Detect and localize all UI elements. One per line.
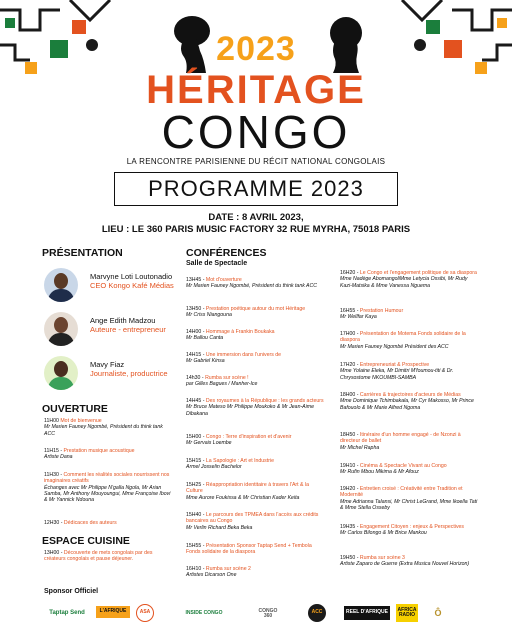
item-title: Entrepreneuriat & Prospective bbox=[359, 362, 430, 368]
item-speakers: Mr Verlin Richard Beka Beka bbox=[186, 524, 253, 531]
avatar bbox=[44, 356, 78, 390]
item-speakers: Mr Gervais Loembe bbox=[186, 440, 232, 447]
item-speakers: Mr Wellfar Kaya bbox=[340, 314, 377, 321]
conferences-heading: CONFÉRENCES bbox=[186, 247, 267, 259]
item-time: 16H55 - bbox=[340, 308, 359, 314]
schedule-item bbox=[340, 432, 480, 451]
item-title: Engagement Citoyen : enjeux & Perspectives bbox=[359, 524, 465, 530]
presenter-name: Mavy Fiaz bbox=[90, 360, 125, 369]
item-title: Découverte de mets congolais par des créateurs congolais et pause déjeuner. bbox=[44, 550, 153, 563]
item-speakers: Mme Dominique Tchimbakala, Mr Cyr Makosso, Mr Prince Bafouolo & Mr Marie Alfred Ngoma bbox=[340, 398, 474, 411]
item-title: Entretien croisé : Créativité entre Tradition et Modernité bbox=[340, 486, 463, 499]
item-time: 18H50 - bbox=[340, 432, 359, 438]
item-speakers: Mr Marien Fauney Ngombé, Président du think tank ACC bbox=[44, 424, 163, 437]
sponsor-logo: AFRICA RADIO bbox=[396, 604, 418, 622]
sponsor-logo: REEL D'AFRIQUE bbox=[344, 606, 390, 620]
schedule-item bbox=[186, 482, 326, 501]
item-title: Mot de bienvenue bbox=[60, 418, 102, 424]
item-title: Prestation poétique autour du mot Héritage bbox=[205, 306, 306, 312]
item-title: Réappropriation identitaire à travers l'Art & la Culture bbox=[186, 482, 309, 495]
avatar bbox=[44, 312, 78, 346]
espace-cuisine-heading: ESPACE CUISINE bbox=[42, 535, 130, 547]
item-time: 11H15 - bbox=[44, 448, 63, 454]
item-title: Rumba sur scène ! bbox=[205, 375, 249, 381]
presenter-role: Auteure - entrepreneur bbox=[90, 325, 166, 334]
ouverture-heading: OUVERTURE bbox=[42, 403, 108, 415]
schedule-item bbox=[186, 543, 326, 556]
schedule-item bbox=[340, 270, 480, 289]
schedule-item bbox=[340, 331, 480, 350]
item-title: Congo : Terre d'inspiration et d'avenir bbox=[205, 434, 292, 440]
item-speakers: Mr Marien Fauney Ngombé Président des ACC bbox=[340, 343, 449, 350]
item-speakers: Échanges avec Mr Philippe N'galla Ngola, Mr Arian Samba, Mr Anthony Mouyoungui, Mme Françoise Ibovi & Mr Yannick Ndouna bbox=[44, 484, 171, 504]
item-time: 17H20 - bbox=[340, 362, 359, 368]
title-heritage: HÉRITAGE bbox=[146, 68, 366, 112]
schedule-item bbox=[340, 555, 480, 568]
item-time: 19H35 - bbox=[340, 524, 359, 530]
schedule-item bbox=[340, 308, 480, 321]
item-title: Itinéraire d'un homme engagé - de Nzonzi à directeur de ballet bbox=[340, 432, 461, 445]
item-speakers: Mr Carlos Bilongo & Mr Brice Mankou bbox=[340, 530, 427, 537]
item-time: 17H00 - bbox=[340, 331, 359, 337]
item-speakers: Artiste Zaparo de Guerre (Extra Musica Nouvel Horizon) bbox=[340, 561, 470, 568]
presenter-role: Journaliste, productrice bbox=[90, 369, 168, 378]
item-speakers: Mr Marien Fauney Ngombé, Président du think tank ACC bbox=[186, 283, 317, 290]
item-title: Prestation musique acoustique bbox=[63, 448, 135, 454]
item-speakers: Mme Nadège AbomangoliMme Letycia Ossibi, Mr Rudy Kazi-Matsika & Mme Vanessa Nguema bbox=[340, 276, 468, 289]
sponsor-logo: Ô bbox=[434, 608, 442, 619]
sponsor-logos bbox=[44, 600, 474, 630]
item-time: 15H40 - bbox=[186, 512, 205, 518]
title-congo: CONGO bbox=[161, 106, 351, 158]
item-title: Carrières & trajectoires d'acteurs de Médias bbox=[359, 392, 461, 398]
schedule-item bbox=[186, 352, 326, 365]
presenter-name: Marvyne Loti Loutonadio bbox=[90, 272, 173, 281]
item-time: 13H50 - bbox=[186, 306, 205, 312]
item-time: 11H00 bbox=[44, 418, 59, 424]
item-speakers: Mr Rufin Mbou Mikima & Mr Afouz bbox=[340, 469, 419, 476]
sponsor-logo: INSIDE CONGO bbox=[185, 610, 223, 617]
schedule-item bbox=[186, 306, 326, 319]
item-time: 14H45 - bbox=[186, 398, 205, 404]
schedule-item bbox=[186, 458, 326, 471]
item-title: Cinéma & Spectacle Vivant au Congo bbox=[359, 463, 447, 469]
programme-banner bbox=[114, 172, 398, 206]
schedule-item bbox=[340, 486, 480, 511]
item-speakers: par Gilles Bagues / Manher-Ice bbox=[186, 381, 258, 388]
sponsor-logo: CONGO 360 bbox=[258, 607, 278, 619]
item-title: Hommage à Frankin Boukaka bbox=[205, 329, 275, 335]
schedule-item bbox=[186, 434, 326, 447]
item-time: 14H00 - bbox=[186, 329, 205, 335]
item-title: Le parcours des TPMEA dans l'accès aux crédits bancaires au Congo bbox=[186, 512, 319, 525]
item-time: 15H55 - bbox=[186, 543, 205, 549]
conferences-subtitle: Salle de Spectacle bbox=[186, 260, 248, 267]
sponsor-logo: Taptap Send bbox=[49, 610, 85, 617]
item-title: Rumba sur scène 3 bbox=[359, 555, 405, 561]
presentation-heading: PRÉSENTATION bbox=[42, 247, 123, 259]
item-time: 15H15 - bbox=[186, 458, 205, 464]
item-time: 15H00 - bbox=[186, 434, 205, 440]
sponsor-logo: ACC bbox=[308, 604, 326, 622]
schedule-item bbox=[186, 375, 326, 388]
programme-title: PROGRAMME 2023 bbox=[148, 176, 364, 201]
presenter-card bbox=[44, 268, 184, 306]
item-speakers: Artiste Dana bbox=[44, 454, 73, 461]
item-time: 19H50 - bbox=[340, 555, 359, 561]
item-time: 19H10 - bbox=[340, 463, 359, 469]
presenter-role: CEO Kongo Kafé Médias bbox=[90, 281, 174, 290]
item-speakers: Mr Michel Rapha bbox=[340, 444, 380, 451]
item-speakers: Mr Gabriel Kinsa bbox=[186, 358, 225, 365]
presenter-card bbox=[44, 356, 184, 394]
item-speakers: Armel Josselin Bachelor bbox=[186, 464, 242, 471]
item-title: Le Congo et l'engagement politique de sa diaspora bbox=[359, 270, 477, 276]
item-title: Une immersion dans l'univers de bbox=[205, 352, 282, 358]
item-time: 11H30 - bbox=[44, 472, 63, 478]
item-speakers: Mr Ballou Canta bbox=[186, 335, 224, 342]
schedule-item bbox=[340, 392, 480, 411]
item-time: 13H00 - bbox=[44, 550, 63, 556]
schedule-item bbox=[186, 277, 326, 290]
item-title: Présentation Sponsor Taptap Send + Tembola Fonds solidaire de la diaspora bbox=[186, 543, 312, 556]
schedule-item bbox=[44, 550, 174, 563]
item-title: Dédicaces des auteurs bbox=[63, 520, 117, 526]
tagline: LA RENCONTRE PARISIENNE DU RÉCIT NATIONAL CONGOLAIS bbox=[126, 157, 386, 166]
item-title: Présentation de Motema Fonds solidaire de la diaspora bbox=[340, 331, 466, 344]
item-speakers: Mr Criss Niangouna bbox=[186, 312, 232, 319]
event-location: LIEU : LE 360 PARIS MUSIC FACTORY 32 RUE MYRHA, 75018 PARIS bbox=[101, 224, 411, 235]
schedule-item bbox=[186, 329, 326, 342]
schedule-item bbox=[340, 524, 480, 537]
schedule-item bbox=[44, 448, 174, 461]
item-time: 16H10 - bbox=[186, 566, 205, 572]
event-year: 2023 bbox=[216, 30, 296, 68]
schedule-item bbox=[44, 520, 174, 526]
schedule-item bbox=[44, 418, 174, 437]
schedule-item bbox=[44, 472, 174, 503]
presenter-name: Ange Edith Madzou bbox=[90, 316, 156, 325]
item-speakers: Mr Bruce Mateso Mr Philippe Moukoko & Mr Jean-Aime Dibakana bbox=[186, 404, 315, 417]
item-title: Comment les réalités sociales nourrissent nos imaginaires créatifs bbox=[44, 472, 170, 485]
item-speakers: Mme Aurore Foukissa & Mr Christian Kader Keita bbox=[186, 494, 300, 501]
item-speakers: Mme Yolaine Eleka, Mr Dimitri M'foumou-titi & Dr. Chrysostome NKOUMBI-SAMBA bbox=[340, 368, 454, 381]
schedule-item bbox=[186, 398, 326, 417]
item-time: 16H20 - bbox=[340, 270, 359, 276]
event-date: DATE : 8 AVRIL 2023, bbox=[208, 212, 304, 223]
schedule-item bbox=[186, 512, 326, 531]
schedule-item bbox=[186, 566, 326, 579]
item-time: 14h30 - bbox=[186, 375, 204, 381]
item-time: 19H20 - bbox=[340, 486, 359, 492]
presenter-card bbox=[44, 312, 184, 350]
item-time: 15H25 - bbox=[186, 482, 205, 488]
item-title: Rumba sur scène 2 bbox=[205, 566, 251, 572]
schedule-item bbox=[340, 362, 480, 381]
sponsor-heading: Sponsor Officiel bbox=[44, 588, 99, 595]
sponsor-logo: ASA bbox=[136, 604, 154, 622]
item-title: Prestation Humour bbox=[359, 308, 404, 314]
item-title: La Sapologie : Art et Industrie bbox=[205, 458, 274, 464]
schedule-item bbox=[340, 463, 480, 476]
avatar bbox=[44, 268, 78, 302]
sponsor-logo: L'AFRIQUE bbox=[96, 606, 130, 618]
item-time: 14H15 - bbox=[186, 352, 205, 358]
item-speakers: Artistes Dicarson One bbox=[186, 572, 237, 579]
item-time: 13H45 - bbox=[186, 277, 205, 283]
item-title: Mot d'ouverture bbox=[205, 277, 242, 283]
item-title: Des royaumes à la République : les grands acteurs bbox=[205, 398, 324, 404]
item-time: 18H00 - bbox=[340, 392, 359, 398]
item-time: 12H30 - bbox=[44, 520, 63, 526]
item-speakers: Mme Adrianna Talansi, Mr Christ LeGrand, Mme Ikoella Tati & Mme Stella Osseby bbox=[340, 498, 478, 511]
